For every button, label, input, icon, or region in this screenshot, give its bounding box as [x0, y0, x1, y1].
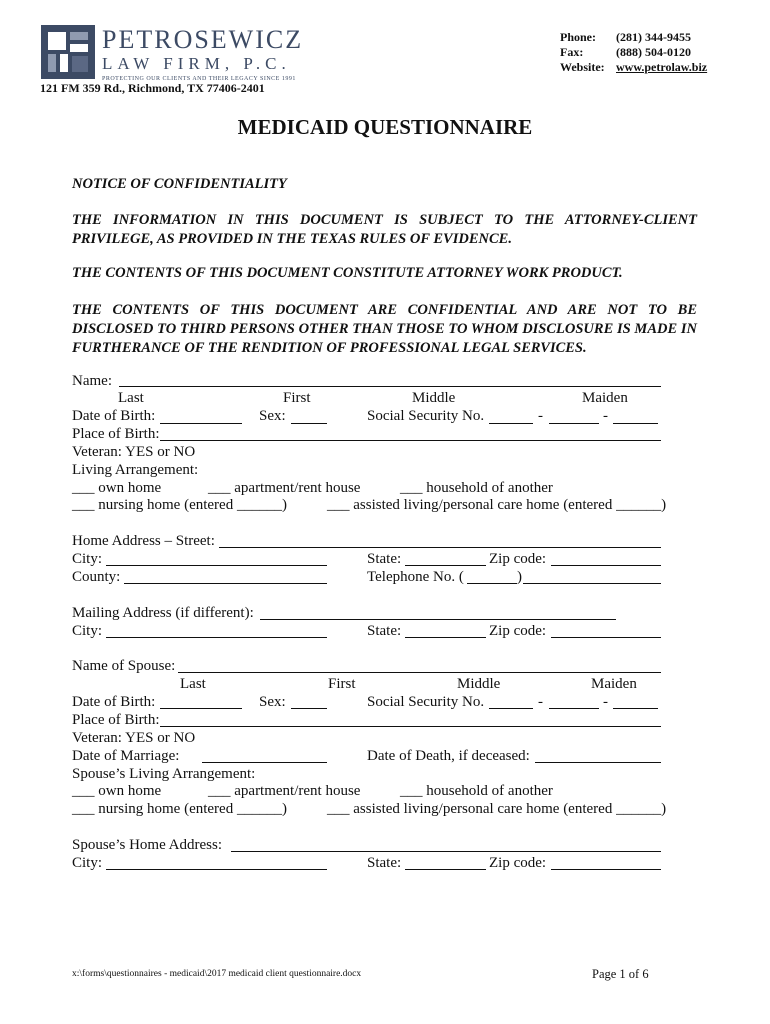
- mailing-city-field[interactable]: [106, 637, 327, 638]
- notice-heading: NOTICE OF CONFIDENTIALITY: [72, 176, 287, 192]
- telephone-area-field[interactable]: [467, 583, 517, 584]
- name-sub-maiden: Maiden: [582, 390, 628, 406]
- firm-subname: LAW FIRM, P.C.: [102, 54, 291, 73]
- ssn-field-1[interactable]: [489, 423, 533, 424]
- website-link[interactable]: www.petrolaw.biz: [616, 60, 708, 74]
- pob-field[interactable]: [160, 440, 661, 441]
- name-sub-first: First: [283, 390, 311, 406]
- spouse-option-assisted-living[interactable]: ___ assisted living/personal care home (entered ______): [327, 801, 667, 817]
- option-household[interactable]: ___ household of another: [400, 480, 553, 496]
- spouse-ssn-field-3[interactable]: [613, 708, 658, 709]
- spouse-sub-middle: Middle: [457, 676, 501, 692]
- spouse-option-household[interactable]: ___ household of another: [400, 783, 553, 799]
- mailing-field[interactable]: [260, 619, 616, 620]
- home-city-field[interactable]: [106, 565, 327, 566]
- spouse-living-label: Spouse’s Living Arrangement:: [72, 766, 256, 782]
- firm-tagline: PROTECTING OUR CLIENTS AND THEIR LEGACY SINCE 1991: [102, 76, 296, 82]
- spouse-ssn-field-1[interactable]: [489, 708, 533, 709]
- home-zip-field[interactable]: [551, 565, 661, 566]
- spouse-city-label: City:: [72, 855, 103, 871]
- sex-label: Sex:: [259, 408, 286, 424]
- telephone-close: ): [517, 569, 522, 585]
- spouse-dob-field[interactable]: [160, 708, 242, 709]
- spouse-sub-last: Last: [180, 676, 206, 692]
- spouse-ssn-dash-2: -: [603, 694, 608, 710]
- spouse-home-field[interactable]: [231, 851, 661, 852]
- spouse-sex-field[interactable]: [291, 708, 327, 709]
- county-label: County:: [72, 569, 121, 585]
- spouse-pob-field[interactable]: [160, 726, 661, 727]
- firm-address: 121 FM 359 Rd., Richmond, TX 77406-2401: [40, 81, 265, 95]
- firm-name: PETROSEWICZ: [102, 25, 304, 54]
- living-arrangement-label: Living Arrangement:: [72, 462, 199, 478]
- home-state-field[interactable]: [405, 565, 486, 566]
- spouse-sub-maiden: Maiden: [591, 676, 637, 692]
- mailing-state-field[interactable]: [405, 637, 486, 638]
- spouse-veteran-choice[interactable]: Veteran: YES or NO: [72, 730, 196, 746]
- spouse-city-field[interactable]: [106, 869, 327, 870]
- mailing-label: Mailing Address (if different):: [72, 605, 254, 621]
- ssn-field-2[interactable]: [549, 423, 599, 424]
- spouse-name-label: Name of Spouse:: [72, 658, 176, 674]
- spouse-dob-label: Date of Birth:: [72, 694, 156, 710]
- spouse-home-label: Spouse’s Home Address:: [72, 837, 222, 853]
- notice-privilege: THE INFORMATION IN THIS DOCUMENT IS SUBJECT TO THE ATTORNEY-CLIENT PRIVILEGE, AS PROVIDED IN THE TEXAS RULES OF EVIDENCE.: [72, 212, 697, 247]
- spouse-option-nursing-home[interactable]: ___ nursing home (entered ______): [72, 801, 287, 817]
- spouse-ssn-label: Social Security No.: [367, 694, 485, 710]
- spouse-ssn-field-2[interactable]: [549, 708, 599, 709]
- name-sub-middle: Middle: [412, 390, 456, 406]
- spouse-state-field[interactable]: [405, 869, 486, 870]
- home-street-field[interactable]: [219, 547, 661, 548]
- home-city-label: City:: [72, 551, 103, 567]
- firm-brand: [102, 27, 303, 83]
- phone-value: (281) 344-9455: [616, 30, 691, 44]
- spouse-option-own-home[interactable]: ___ own home: [72, 783, 162, 799]
- pob-label: Place of Birth:: [72, 426, 160, 442]
- marriage-date-label: Date of Marriage:: [72, 748, 180, 764]
- ssn-label: Social Security No.: [367, 408, 485, 424]
- home-street-label: Home Address – Street:: [72, 533, 215, 549]
- notice-work-product: THE CONTENTS OF THIS DOCUMENT CONSTITUTE ATTORNEY WORK PRODUCT.: [72, 265, 623, 281]
- ssn-field-3[interactable]: [613, 423, 658, 424]
- marriage-date-field[interactable]: [202, 762, 327, 763]
- spouse-name-field[interactable]: [178, 672, 661, 673]
- telephone-label: Telephone No. (: [367, 569, 464, 585]
- veteran-choice[interactable]: Veteran: YES or NO: [72, 444, 196, 460]
- page-number: Page 1 of 6: [592, 967, 649, 981]
- name-field[interactable]: [119, 386, 661, 387]
- county-field[interactable]: [124, 583, 327, 584]
- death-date-label: Date of Death, if deceased:: [367, 748, 530, 764]
- fax-label: Fax:: [560, 45, 584, 59]
- dob-field[interactable]: [160, 423, 242, 424]
- spouse-zip-label: Zip code:: [489, 855, 547, 871]
- footer-file-path: x:\forms\questionnaires - medicaid\2017 medicaid client questionnaire.docx: [72, 969, 362, 979]
- mailing-state-label: State:: [367, 623, 402, 639]
- mailing-city-label: City:: [72, 623, 103, 639]
- name-sub-last: Last: [118, 390, 144, 406]
- option-assisted-living[interactable]: ___ assisted living/personal care home (entered ______): [327, 497, 667, 513]
- notice-confidential: THE CONTENTS OF THIS DOCUMENT ARE CONFIDENTIAL AND ARE NOT TO BE DISCLOSED TO THIRD PERSONS OTHER THAN THOSE TO WHOM DISCLOSURE IS MADE IN FURTHERANCE OF THE RENDITION OF PROFESSIONAL LEGAL SERVICES.: [72, 302, 697, 356]
- mailing-zip-label: Zip code:: [489, 623, 547, 639]
- mailing-zip-field[interactable]: [551, 637, 661, 638]
- name-label: Name:: [72, 373, 112, 389]
- dob-label: Date of Birth:: [72, 408, 156, 424]
- sex-field[interactable]: [291, 423, 327, 424]
- telephone-field[interactable]: [523, 583, 661, 584]
- phone-label: Phone:: [560, 30, 596, 44]
- home-zip-label: Zip code:: [489, 551, 547, 567]
- firm-logo-icon: [41, 25, 95, 79]
- option-own-home[interactable]: ___ own home: [72, 480, 162, 496]
- death-date-field[interactable]: [535, 762, 661, 763]
- spouse-state-label: State:: [367, 855, 402, 871]
- spouse-pob-label: Place of Birth:: [72, 712, 160, 728]
- ssn-dash-2: -: [603, 408, 608, 424]
- ssn-dash-1: -: [538, 408, 543, 424]
- website-label: Website:: [560, 60, 605, 74]
- fax-value: (888) 504-0120: [616, 45, 691, 59]
- spouse-zip-field[interactable]: [551, 869, 661, 870]
- document-title: MEDICAID QUESTIONNAIRE: [237, 115, 533, 139]
- spouse-sub-first: First: [328, 676, 356, 692]
- home-state-label: State:: [367, 551, 402, 567]
- spouse-sex-label: Sex:: [259, 694, 286, 710]
- spouse-ssn-dash-1: -: [538, 694, 543, 710]
- option-nursing-home[interactable]: ___ nursing home (entered ______): [72, 497, 287, 513]
- spouse-option-apartment[interactable]: ___ apartment/rent house: [208, 783, 361, 799]
- option-apartment[interactable]: ___ apartment/rent house: [208, 480, 361, 496]
